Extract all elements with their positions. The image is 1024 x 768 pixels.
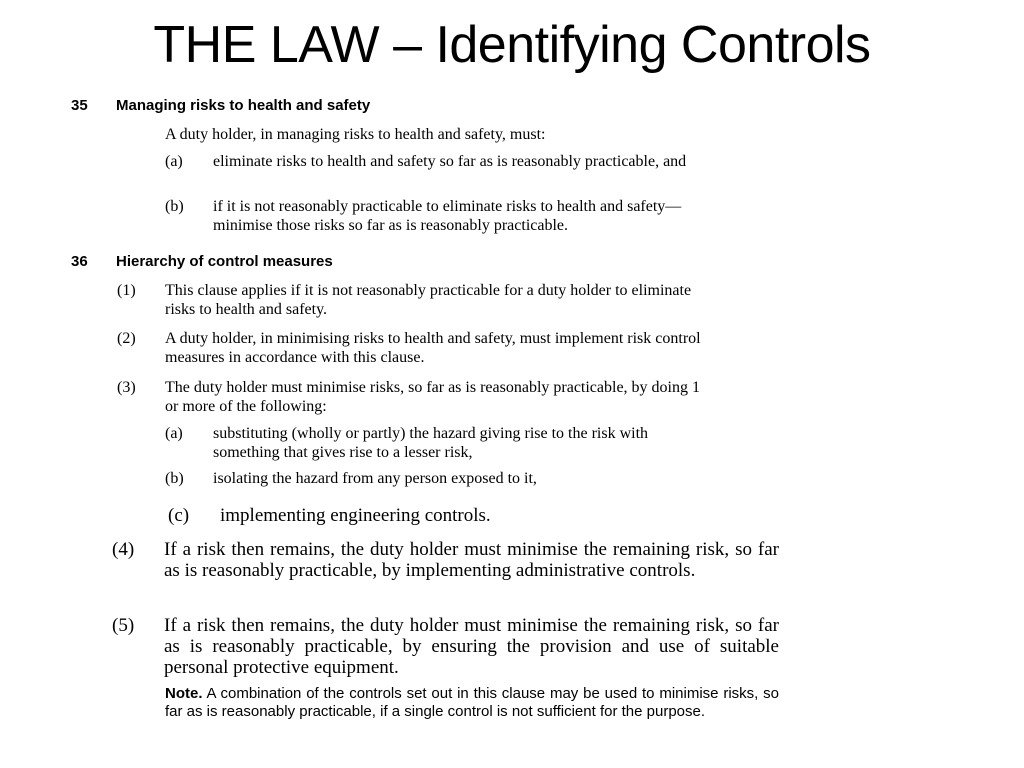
section-36-p3b-label: (b)	[165, 470, 184, 487]
note-text: A combination of the controls set out in this clause may be used to minimise risks, so far as is reasonably practicable, if a single control is not sufficient for the purpose.	[165, 685, 779, 720]
section-36-note	[165, 685, 779, 721]
section-36-p1-label: (1)	[117, 282, 136, 299]
section-35-intro: A duty holder, in managing risks to health and safety, must:	[165, 126, 546, 143]
slide-title: THE LAW – Identifying Controls	[153, 16, 871, 74]
section-36-number: 36	[71, 253, 88, 270]
section-36-p4-label: (4)	[112, 539, 135, 560]
section-36-p2-text: A duty holder, in minimising risks to health and safety, must implement risk control measures in accordance with this clause.	[165, 330, 701, 366]
section-36-p3-text: The duty holder must minimise risks, so far as is reasonably practicable, by doing 1 or more of the following:	[165, 379, 700, 415]
note-label: Note.	[165, 685, 203, 702]
section-35-heading: Managing risks to health and safety	[116, 97, 371, 114]
section-36-p2-label: (2)	[117, 330, 136, 347]
section-36-p3c-label: (c)	[168, 505, 190, 526]
section-35-number: 35	[71, 97, 88, 114]
section-36-p3a-text: substituting (wholly or partly) the hazard giving rise to the risk with something that gives rise to a lesser risk,	[213, 425, 649, 461]
section-36-heading: Hierarchy of control measures	[116, 253, 333, 270]
section-36-p5-label: (5)	[112, 615, 135, 636]
section-35-b-label: (b)	[165, 198, 184, 215]
section-35-b-text: if it is not reasonably practicable to eliminate risks to health and safety—minimise those risks so far as is reasonably practicable.	[213, 198, 682, 234]
section-35-a-text: eliminate risks to health and safety so far as is reasonably practicable, and	[213, 153, 687, 170]
section-35-a-label: (a)	[165, 153, 183, 170]
section-36-p3-label: (3)	[117, 379, 136, 396]
section-36-p3c-text: implementing engineering controls.	[220, 505, 491, 526]
section-36-p3a-label: (a)	[165, 425, 183, 442]
section-36-p4-text: If a risk then remains, the duty holder must minimise the remaining risk, so far as is reasonably practicable, by implementing administrative controls.	[164, 539, 779, 581]
section-36-p1-text: This clause applies if it is not reasonably practicable for a duty holder to eliminate risks to health and safety.	[165, 282, 692, 318]
section-36-p5-text: If a risk then remains, the duty holder must minimise the remaining risk, so far as is reasonably practicable, by ensuring the provision and use of suitable personal protective equipment.	[164, 615, 779, 678]
section-36-p3b-text: isolating the hazard from any person exposed to it,	[213, 470, 537, 487]
